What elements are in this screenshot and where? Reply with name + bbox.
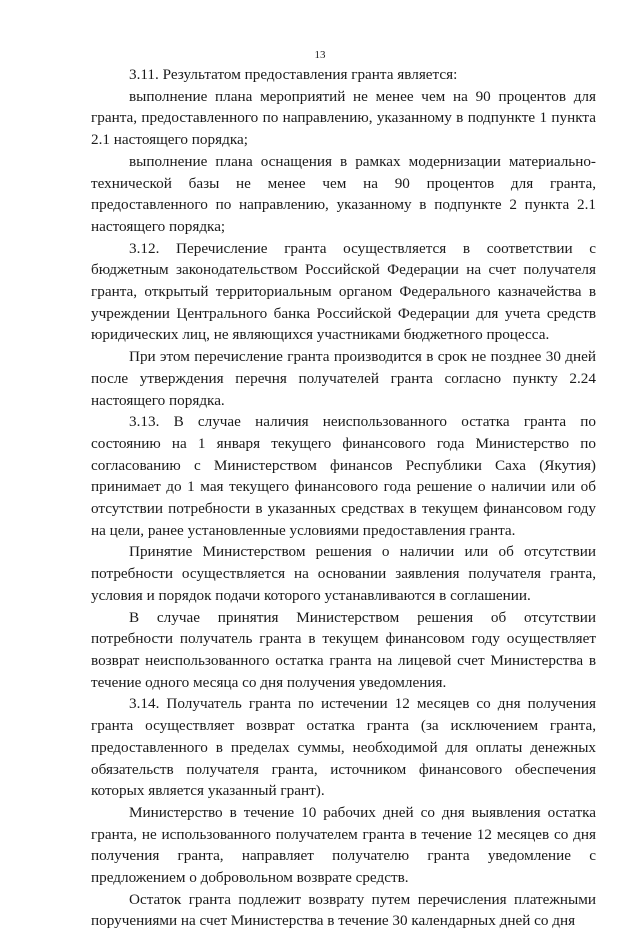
paragraph-3-14: 3.14. Получатель гранта по истечении 12 месяцев со дня получения гранта осуществляет возврат остатка гранта (за исключением гранта, предоставленного в пределах суммы, необходимой для оплаты денежных обязательств получателя гранта, источником финансового обеспечения которых является указанный грант). [91,695,596,800]
paragraph-ministry-notice: Министерство в течение 10 рабочих дней со дня выявления остатка гранта, не использованного получателем гранта в течение 12 месяцев со дня получения гранта, направляет получателю гранта уведомление с предложением о добровольном возврате средств. [91,803,596,887]
paragraph-refund-method: Остаток гранта подлежит возврату путем перечисления платежными поручениями на счет Министерства в течение 30 календарных дней со дня [91,890,596,930]
paragraph-3-13: 3.13. В случае наличия неиспользованного остатка гранта по состоянию на 1 января текущего финансового года Министерство по согласованию с Министерством финансов Республики Саха (Якутия) принимает до 1 мая текущего финансового года решение о наличии или об отсутствии потребности в указанных средствах в текущем финансовом году на цели, ранее установленные условиями предоставления гранта. [91,413,596,539]
paragraph-result-item-2: выполнение плана оснащения в рамках модернизации материально-технической базы не менее чем на 90 процентов для гранта, предоставленного по направлению, указанному в подпункте 2 пункта 2.1 настоящего порядка; [91,152,596,235]
paragraph-refund-unused: В случае принятия Министерством решения об отсутствии потребности получатель гранта в текущем финансовом году осуществляет возврат неиспользованного остатка гранта на лицевой счет Министерства в течение одного месяца со дня получения уведомления. [91,608,596,691]
paragraph-result-item-1: выполнение плана мероприятий не менее чем на 90 процентов для гранта, предоставленного по направлению, указанному в подпункте 1 пункта 2.1 настоящего порядка; [91,87,596,149]
paragraph-transfer-deadline: При этом перечисление гранта производится в срок не позднее 30 дней после утверждения перечня получателей гранта согласно пункту 2.24 настоящего порядка. [91,348,596,409]
page-number: 13 [314,49,326,61]
paragraph-3-11-heading: 3.11. Результатом предоставления гранта является: [129,66,458,83]
paragraph-decision-basis: Принятие Министерством решения о наличии или об отсутствии потребности осуществляется на основании заявления получателя гранта, условия и порядок подачи которого устанавливаются в соглашении. [91,543,596,604]
document-body [91,64,596,932]
paragraph-3-12: 3.12. Перечисление гранта осуществляется в соответствии с бюджетным законодательством Российской Федерации на счет получателя гранта, открытый территориальным органом Федерального казначейства в учреждении Центрального банка Российской Федерации для учета средств юридических лиц, не являющихся участниками бюджетного процесса. [91,239,596,344]
